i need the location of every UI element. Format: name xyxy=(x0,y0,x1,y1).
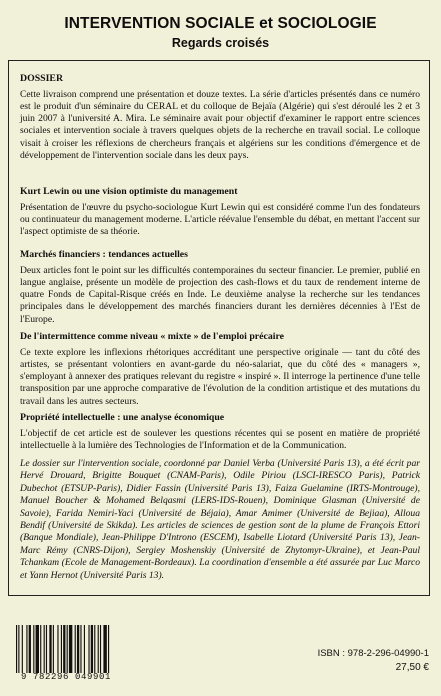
section-kurt-lewin xyxy=(20,186,420,238)
barcode-bar xyxy=(46,625,47,673)
barcode-bar xyxy=(36,625,39,673)
barcode-bar xyxy=(22,625,23,673)
barcode-bar xyxy=(16,625,17,673)
section-body: L'objectif de cet article est de soulever les questions récentes qui se posent en matière de propriété intellectuelle à la lumière des Technologies de l'Information et de la Communication. xyxy=(20,427,420,451)
section-heading: Marchés financiers : tendances actuelles xyxy=(20,249,188,260)
section-marches-financiers xyxy=(20,249,420,326)
barcode-bar xyxy=(84,625,85,673)
price: 27,50 € xyxy=(395,662,429,673)
barcode-bar xyxy=(33,625,34,673)
barcode-bar xyxy=(18,625,19,673)
barcode-bar xyxy=(61,625,62,673)
barcode-bar xyxy=(57,625,58,673)
barcode-bar xyxy=(75,625,76,673)
barcode-bar xyxy=(40,625,41,673)
section-heading: DOSSIER xyxy=(20,73,64,84)
section-propriete-intellectuelle xyxy=(20,412,420,452)
section-body: Cette livraison comprend une présentation et douze textes. La série d'articles présentés dans ce numéro est le produit d'un séminaire du CERAL et du colloque de Bejaïa (Algérie) qui s'est déroulé les 2 et 3 juin 2007 à l'université A. Mira. Le séminaire avait pour objectif d'examiner le rapport entre sciences sociales et intervention sociale à travers quelques objets de la recherche en travail social. Le colloque visait à croiser les réflexions de chercheurs français et algériens sur les conditions d'émergence et de développement de l'intervention sociale dans les deux pays. xyxy=(20,88,420,161)
barcode-bar xyxy=(108,625,109,673)
barcode-bar xyxy=(100,625,101,673)
section-heading: Kurt Lewin ou une vision optimiste du management xyxy=(20,186,238,197)
barcode-bars xyxy=(10,625,122,673)
section-heading: De l'intermittence comme niveau « mixte » de l'emploi précaire xyxy=(20,331,284,342)
section-body: Deux articles font le point sur les difficultés contemporaines du secteur financier. Le premier, publié en langue anglaise, présente un modèle de projection des cash-flows et du taux de rendement interne de quatre Fonds de Capital-Risque créés en Inde. Le deuxième analyse la recherche sur les tendances principales dans le développement des marchés financiers durant les dernières décennies à l'Est de l'Europe. xyxy=(20,264,420,325)
section-body: Ce texte explore les inflexions rhétoriques accréditant une perspective originale — tant du côté des artistes, se présentant volontiers en avant-garde du néo-salariat, que du côté des « managers », s'employant à annexer des pratiques relevant du registre « inspiré ». Il interroge la pertinence d'une telle transposition par une approche comparative de l'évolution de la condition artistique et des mutations du travail dans les autres secteurs. xyxy=(20,346,420,407)
barcode xyxy=(10,625,122,681)
section-dossier xyxy=(20,73,420,162)
barcode-bar xyxy=(103,625,106,673)
barcode-bar xyxy=(88,625,89,673)
barcode-bar xyxy=(44,625,45,673)
barcode-bar xyxy=(94,625,95,673)
section-heading: Propriété intellectuelle : une analyse économique xyxy=(20,412,225,423)
barcode-bar xyxy=(98,625,99,673)
barcode-bar xyxy=(80,625,81,673)
barcode-bar xyxy=(63,625,65,673)
isbn: ISBN : 978-2-296-04990-1 xyxy=(317,648,429,659)
barcode-digits: 9 782296 049901 xyxy=(20,672,111,682)
cover-subtitle: Regards croisés xyxy=(171,36,270,50)
cover-title: INTERVENTION SOCIALE et SOCIOLOGIE xyxy=(64,15,377,32)
credits-paragraph: Le dossier sur l'intervention sociale, coordonné par Daniel Verba (Université Paris 13), a été écrit par Hervé Drouard, Brigitte Bouquet (CNAM-Paris), Odile Piriou (LSCI-IRESCO Paris), Patrick Dubechot (ETSUP-Paris), Didier Fassin (Université Paris 13), Faiza Guelamine (IRTS-Montrouge), Manuel Boucher & Mohamed Belqasmi (LERS-IDS-Rouen), Dominique Glasman (Université de Savoie), Farida Nemiri-Yaci (Université de Béjaia), Amar Amimer (Université de Bejiaa), Alloua Bendif (Université de Skikda). Les articles de sciences de gestion sont de la plume de François Ettori (Banque Mondiale), Jean-Philippe D'Introno (ESCEM), Isabelle Liotard (Université Paris 13), Jean-Marc Rémy (CNRS-Dijon), Sergiey Moshenskiy (Université de Zhytomyr-Ukraine), et Jean-Paul Tchankam (Ecole de Management-Bordeaux). La coordination d'ensemble a été assurée par Luc Marco et Yann Hernot (Université Paris 13). xyxy=(20,458,420,581)
section-body: Présentation de l'œuvre du psycho-sociologue Kurt Lewin qui est considéré comme l'un des fondateurs ou continuateur du management moderne. L'article réévalue l'ensemble du débat, en mettant l'accent sur l'aspect optimiste de sa théorie. xyxy=(20,201,420,238)
section-intermittence xyxy=(20,331,420,408)
barcode-bar xyxy=(26,625,27,673)
barcode-bar xyxy=(49,625,51,673)
barcode-bar xyxy=(69,625,72,673)
barcode-bar xyxy=(91,625,93,673)
barcode-bar xyxy=(29,625,31,673)
barcode-bar xyxy=(67,625,68,673)
barcode-bar xyxy=(53,625,54,673)
barcode-bar xyxy=(77,625,79,673)
